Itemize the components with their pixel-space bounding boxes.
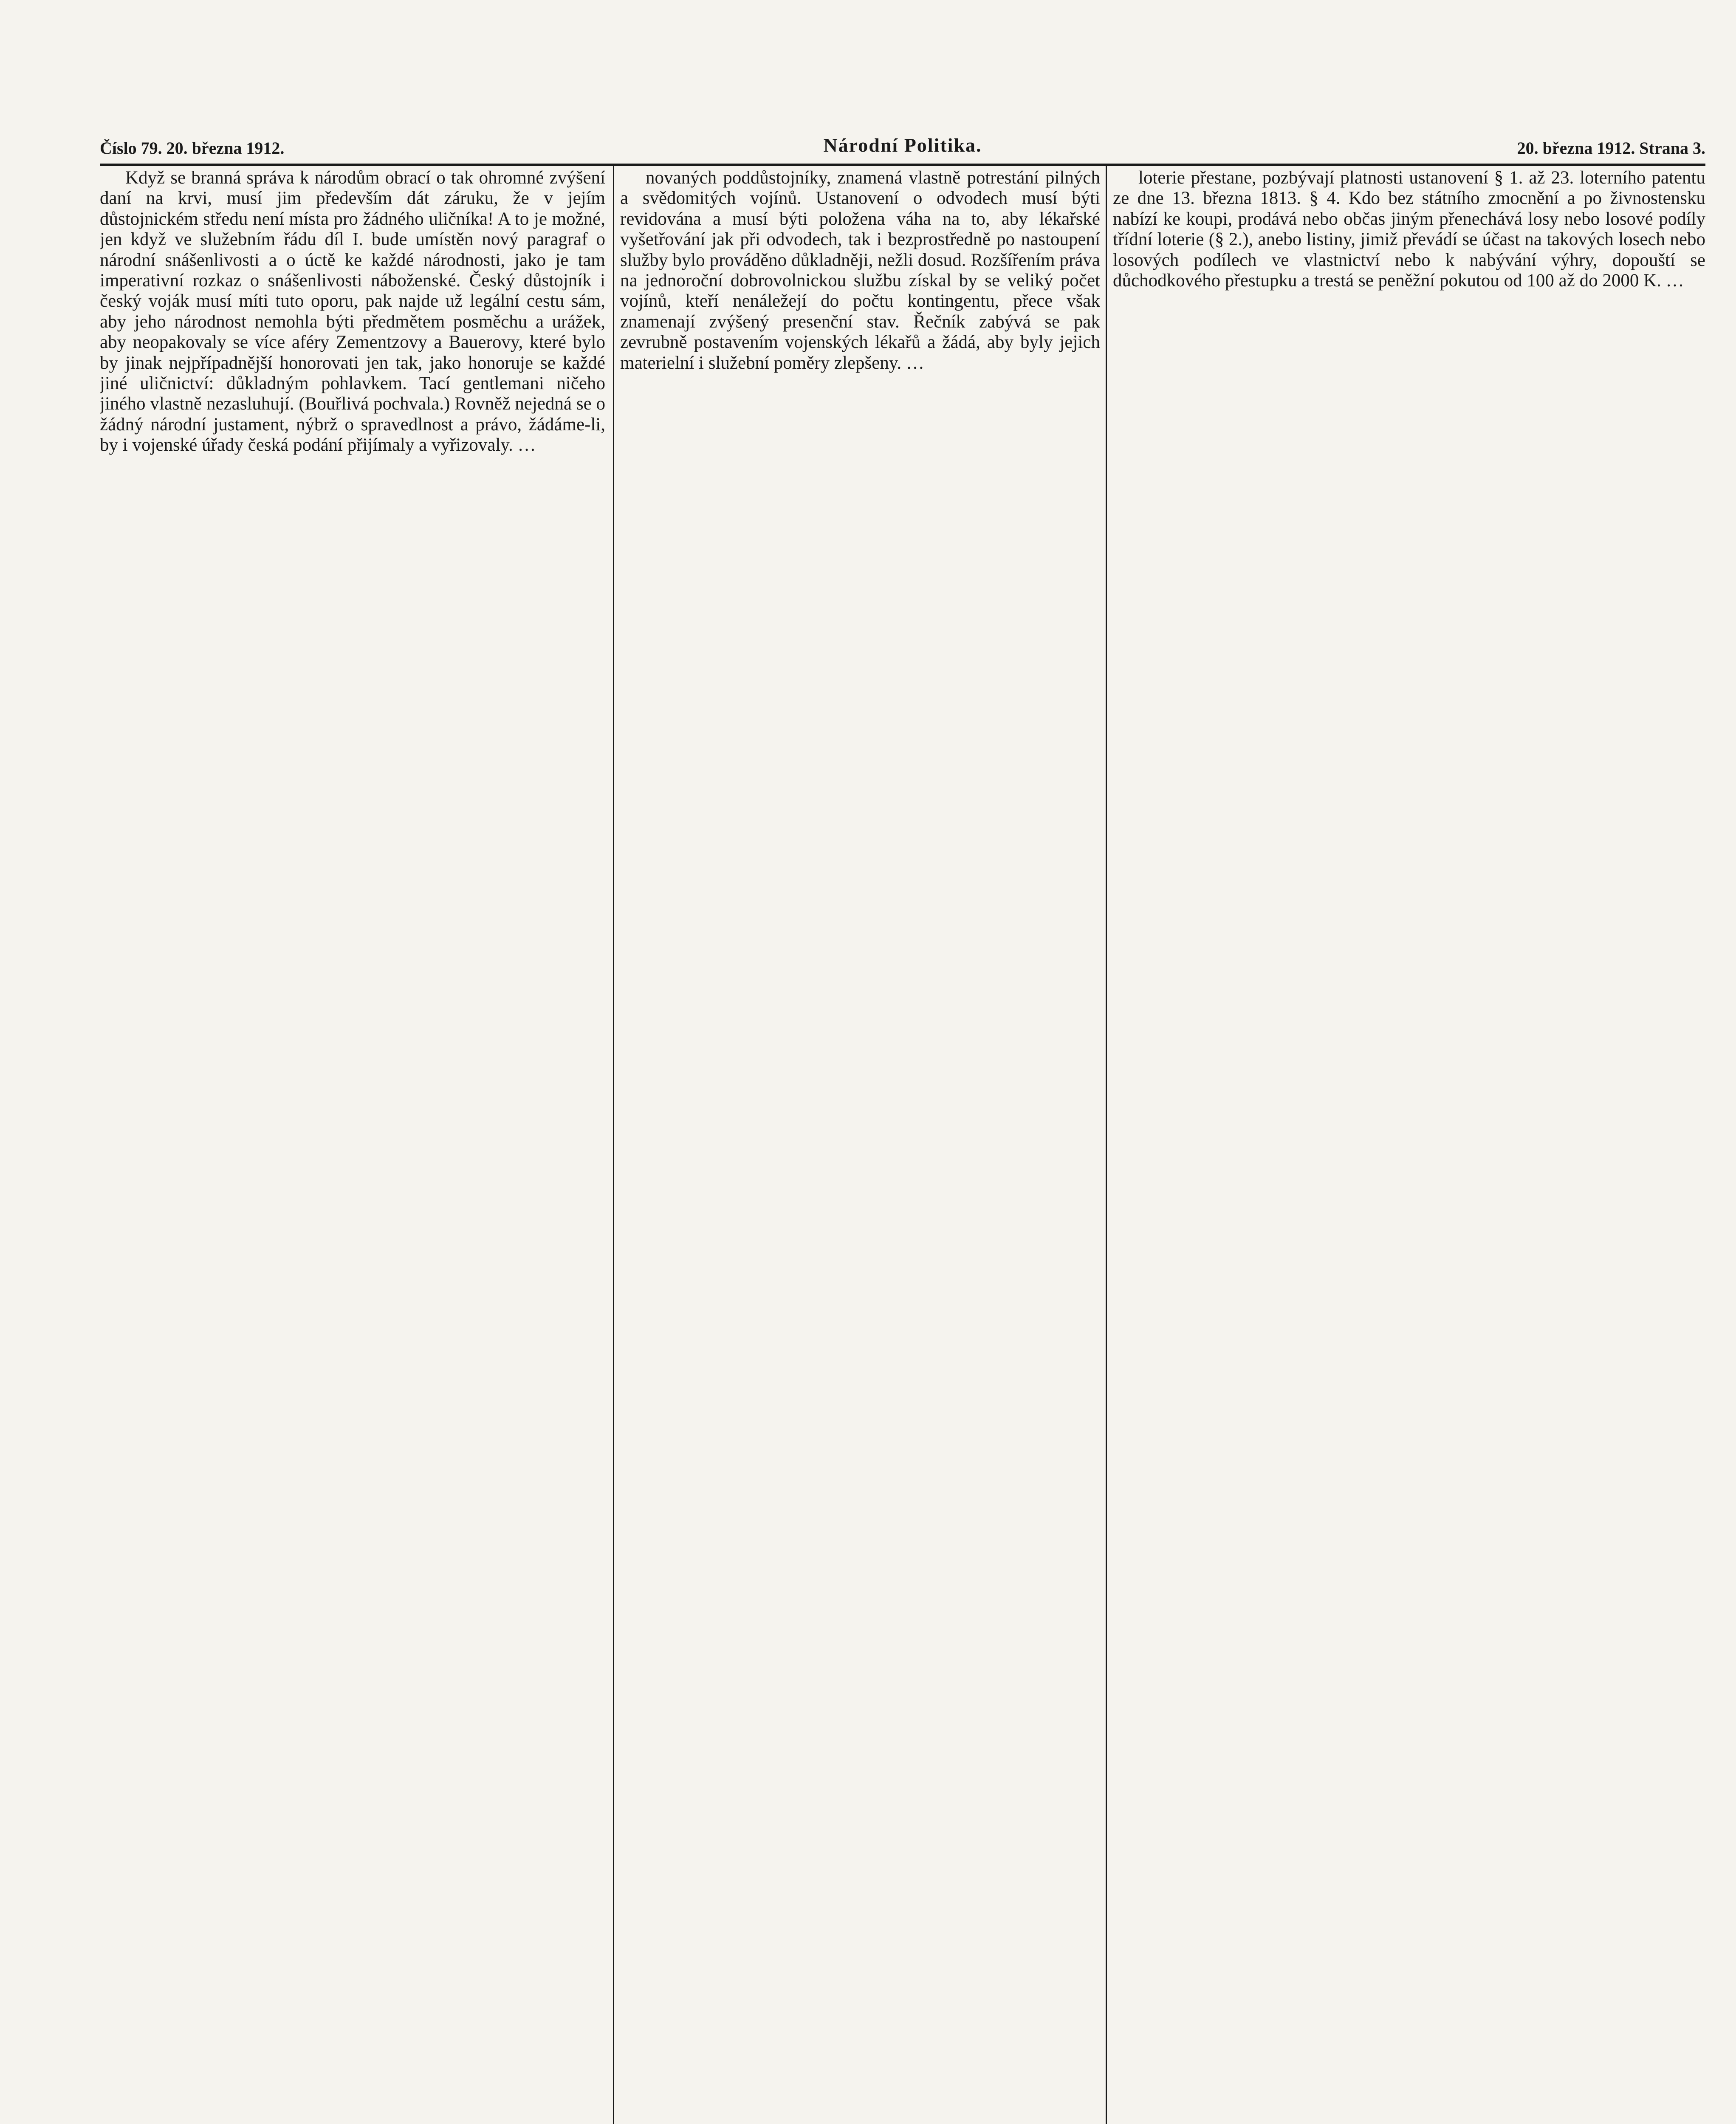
column-divider <box>1106 166 1107 2124</box>
column-3-text: loterie přestane, pozbývají platnosti ustanovení § 1. až 23. loterního patentu ze dne 13. března 1813. § 4. Kdo bez státního zmocnění a po živnostensku nabízí ke koupi, prodává nebo občas jiným přenechává losy nebo losové podíly třídní loterie (§ 2.), anebo listiny, jimiž převádí se účast na takových losech nebo losových podílech ve vlastnictví nebo k nabývání výhry, dopouští se důchodkového přestupku a trestá se peněžní pokutou od 100 až do 2000 K. … <box>1113 168 1705 291</box>
page-header <box>100 134 1705 164</box>
column-divider <box>613 166 614 2124</box>
column-3 <box>1113 168 1705 2124</box>
column-2 <box>620 168 1100 2124</box>
column-1-text: Když se branná správa k národům obrací o tak ohromné zvýšení daní na krvi, musí jim především dát záruku, že v jejím důstojnickém středu není místa pro žádného uličníka! A to je možné, jen když ve služebním řádu díl I. bude umístěn nový paragraf o národní snášenlivosti a o úctě ke každé národnosti, jako je tam imperativní rozkaz o snášenlivosti náboženské. Český důstojník i český voják musí míti tuto oporu, pak najde už legální cestu sám, aby jeho národnost nemohla býti předmětem posměchu a urážek, aby neopakovaly se více aféry Zementzovy a Bauerovy, které bylo by jinak nejpřípadnější honorovati jen tak, jako honoruje se každé jiné uličnictví: důkladným pohlavkem. Tací gentlemani ničeho jiného vlastně nezasluhují. (Bouřlivá pochvala.) Rovněž nejedná se o žádný národní justament, nýbrž o spravedlnost a právo, žádáme-li, by i vojenské úřady česká podání přijímaly a vyřizovaly. … <box>100 168 605 455</box>
header-rule <box>100 164 1705 166</box>
column-2-text: novaných poddůstojníky, znamená vlastně potrestání pilných a svědomitých vojínů. Ustanovení o odvodech musí býti revidována a musí býti položena váha na to, aby lékařské vyšetřování jak při odvodech, tak i bezprostředně po nastoupení služby bylo prováděno důkladněji, nežli dosud. Rozšířením práva na jednoroční dobrovolnickou službu získal by se veliký počet vojínů, kteří nenáležejí do počtu kontingentu, přece však znamenají zvýšený presenční stav. Řečník zabývá se pak zevrubně postavením vojenských lékařů a žádá, aby byly jejich materielní i služební poměry zlepšeny. … <box>620 168 1100 373</box>
masthead-title: Národní Politika. <box>823 134 982 156</box>
page-number: 20. března 1912. Strana 3. <box>1517 138 1705 158</box>
column-1 <box>100 168 605 2124</box>
issue-date: Číslo 79. 20. března 1912. <box>100 138 285 158</box>
